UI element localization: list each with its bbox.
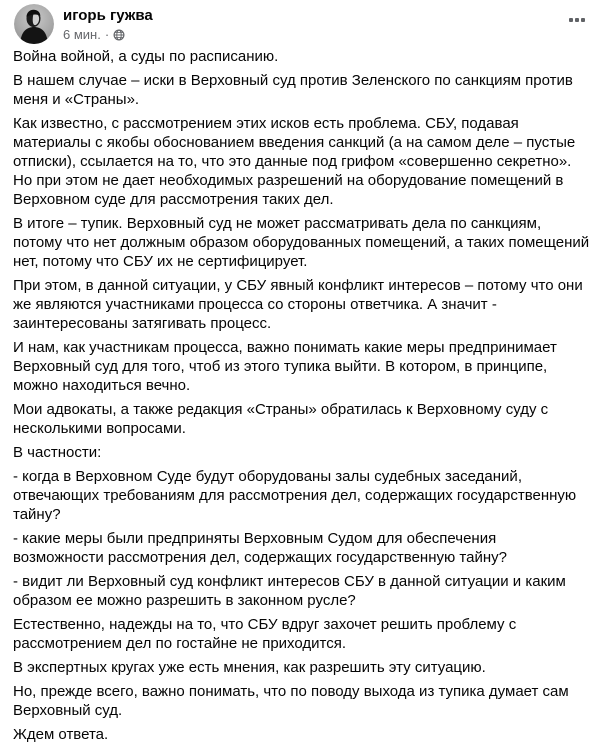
- avatar-photo: [14, 4, 54, 44]
- globe-icon: [113, 29, 125, 41]
- post-paragraph: - какие меры были предприняты Верховным Судом для обеспечения возможности рассмотрения дел, содержащих государственную тайну?: [13, 530, 507, 566]
- post-paragraph: Мои адвокаты, а также редакция «Страны» обратилась к Верховному суду с несколькими вопросами.: [13, 401, 553, 437]
- post-paragraph: Но, прежде всего, важно понимать, что по поводу выхода из тупика думает сам Верховный суд.: [13, 683, 573, 719]
- post-paragraph: - когда в Верховном Суде будут оборудованы залы судебных заседаний, отвечающих требованиям для рассмотрения дел, содержащих государственную тайну?: [13, 468, 581, 523]
- post-paragraph: Естественно, надежды на то, что СБУ вдруг захочет решить проблему с рассмотрением дел по гостайне не приходится.: [13, 616, 521, 652]
- post-paragraph: Ждем ответа.: [13, 726, 109, 743]
- more-horizontal-icon: [569, 18, 585, 22]
- post-meta: [63, 27, 589, 43]
- post-paragraph: В экспертных кругах уже есть мнения, как разрешить эту ситуацию.: [13, 659, 486, 676]
- post-paragraph: И нам, как участникам процесса, важно понимать какие меры предпринимает Верховный суд для того, чтоб из этого тупика выйти. В котором, в принципе, можно находиться вечно.: [13, 339, 562, 394]
- post-paragraph: При этом, в данной ситуации, у СБУ явный конфликт интересов – потому что они же являются участниками процесса со стороны ответчика. А значит - заинтересованы затягивать процесс.: [13, 277, 587, 332]
- post-paragraph: Как известно, с рассмотрением этих исков есть проблема. СБУ, подавая материалы с якобы обоснованием введения санкций (а на самом деле – пустые отписки), ссылается на то, что это данные под грифом «совершенно секретно». Но при этом не дает необходимых разрешений на оборудование помещений в Верховном суде для рассмотрения таких дел.: [13, 115, 580, 208]
- author-name[interactable]: игорь гужва: [63, 7, 153, 24]
- meta-separator: ·: [104, 27, 110, 42]
- post-paragraph: В итоге – тупик. Верховный суд не может рассматривать дела по санкциям, потому что нет должным образом оборудованных помещений, а таких помещений нет, потому что СБУ их не сертифицирует.: [13, 215, 594, 270]
- post-header: [0, 0, 603, 44]
- post-paragraph: В нашем случае – иски в Верховный суд против Зеленского по санкциям против меня и «Страны».: [13, 72, 578, 108]
- timestamp[interactable]: 6 мин.: [63, 27, 101, 42]
- avatar[interactable]: [14, 4, 54, 44]
- post-paragraph: - видит ли Верховный суд конфликт интересов СБУ в данной ситуации и каким образом ее можно разрешить в законном русле?: [13, 573, 571, 609]
- more-options-button[interactable]: [563, 6, 591, 34]
- post-paragraph: В частности:: [13, 444, 102, 461]
- post-paragraph: Война войной, а суды по расписанию.: [13, 48, 279, 65]
- post-header-text: [63, 4, 589, 43]
- post-body: [0, 44, 603, 744]
